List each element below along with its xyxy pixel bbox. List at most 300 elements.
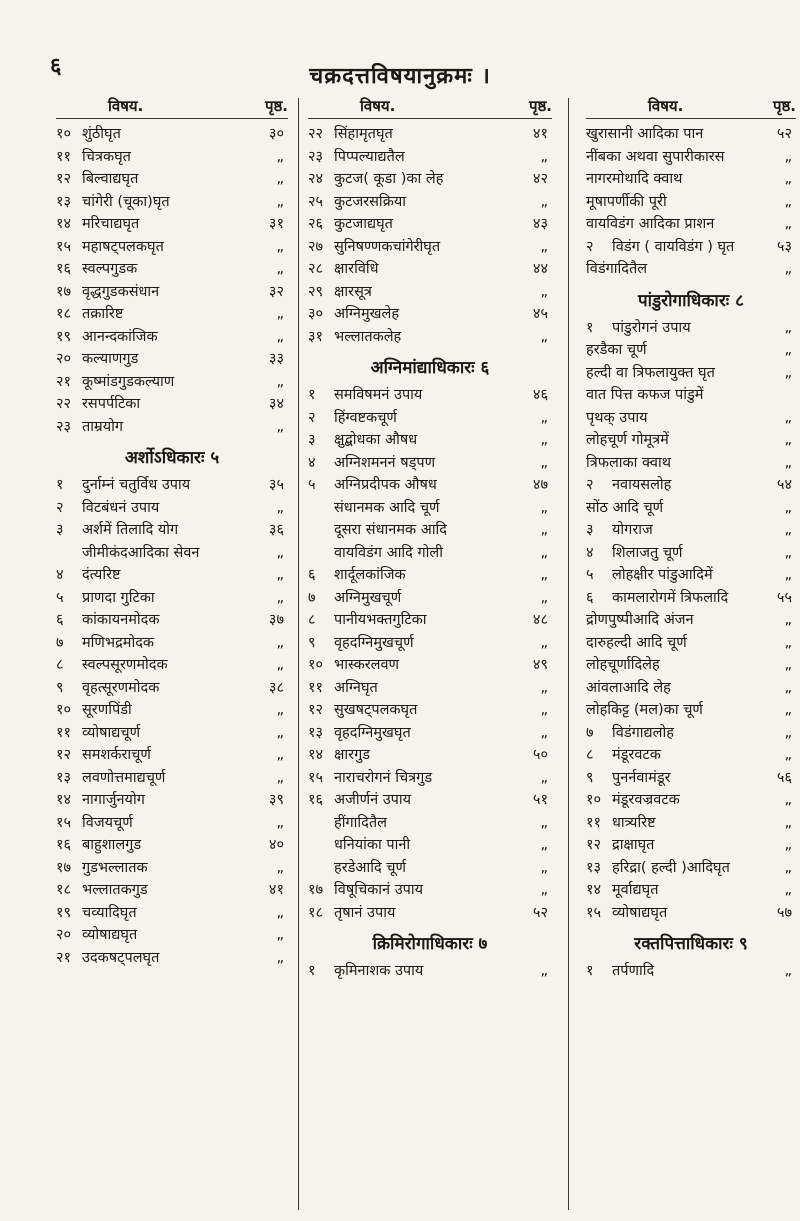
entry-page: „	[276, 238, 284, 255]
entry-page: ५१	[532, 792, 548, 808]
index-entry	[308, 564, 552, 587]
entry-page: ४०	[268, 837, 284, 853]
index-entry	[586, 317, 796, 340]
entry-page: ५५	[776, 589, 792, 606]
entry-title: वृद्धगुडकसंधान	[82, 283, 160, 300]
entry-title: उदकषट्पलघृत	[82, 949, 160, 966]
entry-page: „	[784, 724, 792, 741]
entry-title: वृहत्सूरणमोदक	[82, 679, 160, 696]
index-entry	[56, 699, 288, 722]
subject-heading: विषय.	[108, 97, 144, 115]
entry-title: नागार्जुनयोग	[82, 792, 145, 808]
entry-title: कुटजरसक्रिया	[334, 193, 406, 210]
entry-number: २८	[308, 261, 324, 277]
entry-page: ४७	[532, 477, 548, 493]
index-entry	[308, 213, 552, 236]
index-entry	[308, 744, 552, 767]
entry-page: „	[540, 328, 548, 345]
index-entry	[308, 236, 552, 259]
index-entry	[308, 407, 552, 430]
entry-title: समविषमनं उपाय	[334, 387, 423, 403]
entry-title: लोहक्षीर पांडुआदिमें	[612, 567, 713, 583]
index-entry	[56, 213, 288, 236]
entry-number: २	[586, 477, 594, 493]
entry-title: शार्दूलकांजिक	[334, 567, 406, 583]
entry-page: „	[276, 589, 284, 606]
entry-page: „	[276, 261, 284, 277]
entry-page: „	[276, 747, 284, 763]
index-entry	[56, 519, 288, 542]
entry-number: ६	[56, 612, 64, 628]
entry-title: विषूचिकानं उपाय	[334, 882, 424, 898]
entry-number: ५	[308, 477, 316, 493]
entry-title: शुंठीघृत	[82, 126, 121, 142]
index-entry	[586, 429, 796, 452]
entry-number: २४	[308, 171, 324, 187]
entry-title: ताम्रयोग	[82, 418, 124, 435]
index-entry	[56, 497, 288, 520]
entry-page: „	[540, 702, 548, 718]
entry-title: धात्र्यरिष्ट	[612, 814, 656, 831]
entry-title: लोहचूर्णादिलेह	[586, 657, 660, 673]
index-entry	[586, 587, 796, 610]
entry-number: २६	[308, 216, 324, 232]
entry-page: ३५	[268, 477, 284, 493]
entry-title: पानीयभक्तगुटिका	[334, 612, 427, 628]
entry-title: आंवलाआदि लेह	[586, 679, 671, 696]
entry-number: ७	[308, 589, 316, 606]
entry-number: ८	[586, 747, 594, 763]
entry-page: „	[276, 148, 284, 165]
index-entry	[56, 609, 288, 632]
index-entry	[56, 654, 288, 677]
entry-number: ११	[56, 148, 72, 165]
index-entry	[56, 474, 288, 497]
index-entry	[56, 767, 288, 790]
index-entry	[586, 452, 796, 475]
entry-page: „	[540, 544, 548, 561]
entry-number: २५	[308, 193, 324, 210]
index-entry	[56, 258, 288, 281]
entry-title: बाहुशालगुड	[82, 837, 142, 853]
entry-page: „	[540, 814, 548, 831]
entry-number: ५	[586, 567, 594, 583]
entry-page: „	[276, 657, 284, 673]
entry-page: „	[276, 702, 284, 718]
entry-page: „	[784, 193, 792, 210]
entry-title: विजयचूर्ण	[82, 814, 133, 831]
entry-page: „	[276, 328, 284, 345]
entry-page: „	[276, 904, 284, 921]
index-entry	[56, 632, 288, 655]
entry-number: १४	[56, 792, 72, 808]
entry-number: १७	[56, 283, 72, 300]
index-entry	[586, 654, 796, 677]
entry-number: ६	[308, 567, 316, 583]
entry-title: बिल्वाद्यघृत	[82, 171, 139, 187]
entry-title: दूसरा संधानमक आदि	[334, 522, 448, 538]
index-entry	[56, 812, 288, 835]
entry-number: १०	[56, 702, 72, 718]
entry-number: १८	[56, 882, 72, 898]
entry-page: ३८	[268, 679, 284, 696]
index-entry	[56, 564, 288, 587]
entry-page: „	[540, 454, 548, 471]
entry-title: सोंठ आदि चूर्ण	[586, 499, 664, 516]
index-entry	[56, 542, 288, 565]
index-entry	[308, 699, 552, 722]
entry-number: १५	[56, 238, 72, 255]
entry-number: ११	[308, 679, 324, 696]
entry-number: १७	[56, 859, 72, 876]
entry-page: „	[276, 769, 284, 786]
entry-number: २०	[56, 927, 72, 943]
entry-page: ३७	[268, 612, 284, 628]
entry-page: „	[276, 814, 284, 831]
entry-number: ४	[308, 454, 316, 471]
entry-number: १५	[308, 769, 324, 786]
index-entry	[56, 348, 288, 371]
index-entry	[308, 654, 552, 677]
entry-page: ५४	[776, 477, 792, 493]
index-column-1	[56, 90, 288, 1215]
entry-page: „	[276, 418, 284, 435]
entry-page: ३२	[268, 283, 284, 300]
index-entry	[586, 384, 796, 407]
section-title: रक्तपित्ताधिकारः ९	[634, 934, 748, 954]
index-entry	[308, 258, 552, 281]
entry-title: भल्लातकलेह	[334, 328, 402, 345]
entry-page: „	[540, 859, 548, 876]
entry-title: सुनिषण्णकचांगेरीघृत	[334, 238, 441, 255]
entry-title: द्राक्षाघृत	[612, 837, 655, 853]
entry-number: १	[56, 477, 64, 493]
index-entry	[308, 146, 552, 169]
entry-page: „	[784, 364, 792, 381]
entry-title: सूरणपिंडी	[82, 702, 132, 718]
entry-page: „	[540, 837, 548, 853]
entry-title: अजीर्णनं उपाय	[334, 792, 412, 808]
entry-page: „	[540, 499, 548, 516]
index-entry	[308, 587, 552, 610]
entry-page: „	[540, 409, 548, 426]
entry-number: ३	[586, 522, 594, 538]
entry-title: कृमिनाशक उपाय	[334, 963, 424, 979]
entry-page: „	[276, 567, 284, 583]
entry-page: ४८	[532, 612, 548, 628]
index-entry	[586, 879, 796, 902]
index-entry	[586, 497, 796, 520]
index-entry	[308, 168, 552, 191]
entry-title: रसपर्पटिका	[82, 396, 141, 412]
entry-title: व्योषाद्यघृत	[82, 927, 138, 943]
index-entry	[586, 960, 796, 983]
index-entry	[56, 281, 288, 304]
index-entry	[586, 677, 796, 700]
entry-number: १	[586, 963, 594, 979]
entry-page: „	[784, 747, 792, 763]
entry-number: ९	[586, 769, 594, 786]
index-entry	[56, 303, 288, 326]
entry-title: सिंहामृतघृत	[334, 126, 393, 142]
entry-page: „	[540, 589, 548, 606]
entry-title: पुनर्नवामंडूर	[612, 769, 671, 786]
entry-title: द्रोणपुष्पीआदि अंजन	[586, 612, 694, 628]
entry-title: भल्लातकगुड	[82, 882, 148, 898]
entry-number: ७	[586, 724, 594, 741]
entry-page: „	[784, 432, 792, 448]
entry-page: „	[276, 927, 284, 943]
index-column-3	[586, 90, 796, 1215]
entry-page: „	[540, 724, 548, 741]
entry-number: ९	[308, 634, 316, 651]
entry-page: „	[540, 522, 548, 538]
entry-page: ४१	[268, 882, 284, 898]
index-entry	[308, 326, 552, 349]
entry-title: नाराचरोगनं चित्रगुड	[334, 769, 433, 786]
entry-number: १९	[56, 904, 72, 921]
entry-number: १३	[56, 193, 72, 210]
entry-page: „	[276, 171, 284, 187]
entry-title: हरडैका चूर्ण	[586, 342, 647, 358]
index-entry	[56, 146, 288, 169]
index-entry	[308, 303, 552, 326]
entry-title: अग्निघृत	[334, 679, 378, 696]
entry-title: कामलारोगमें त्रिफलादि	[612, 589, 729, 606]
index-entry	[308, 474, 552, 497]
entry-number: ६	[586, 589, 594, 606]
entry-title: कल्याणगुड	[82, 351, 139, 367]
entry-page: „	[276, 193, 284, 210]
entry-number: १२	[56, 747, 72, 763]
entry-page: „	[784, 544, 792, 561]
index-entry	[586, 191, 796, 214]
entry-page: „	[784, 148, 792, 165]
entry-number: १०	[586, 792, 602, 808]
section-title: क्रिमिरोगाधिकारः ७	[372, 934, 488, 954]
entry-page: „	[784, 963, 792, 979]
entry-title: चित्रकघृत	[82, 148, 131, 165]
entry-title: अग्निप्रदीपक औषध	[334, 477, 437, 493]
entry-title: दुर्नाम्नं चतुर्विध उपाय	[82, 477, 191, 493]
entry-number: ८	[56, 657, 64, 673]
index-entry	[56, 744, 288, 767]
entry-title: क्षारसूत्र	[334, 283, 372, 300]
entry-number: १८	[308, 904, 324, 921]
entry-title: विटबंधनं उपाय	[82, 499, 160, 516]
entry-page: „	[784, 342, 792, 358]
entry-page: „	[784, 814, 792, 831]
entry-page: „	[276, 306, 284, 322]
entry-page: „	[784, 261, 792, 277]
index-entry	[586, 236, 796, 259]
entry-number: १७	[308, 882, 324, 898]
index-entry	[586, 362, 796, 385]
entry-page: „	[540, 567, 548, 583]
entry-number: १५	[56, 814, 72, 831]
entry-title: योगराज	[612, 522, 653, 538]
entry-title: धनियांका पानी	[334, 837, 411, 853]
index-entry	[586, 542, 796, 565]
entry-page: „	[540, 432, 548, 448]
entry-number: १४	[586, 882, 602, 898]
entry-title: क्षारविधि	[334, 261, 379, 277]
index-entry	[308, 281, 552, 304]
column-rule	[298, 98, 299, 1210]
entry-title: हिंग्वष्टकचूर्ण	[334, 409, 397, 426]
entry-page: „	[276, 373, 284, 390]
entry-number: १५	[586, 904, 602, 921]
entry-number: ३१	[308, 328, 324, 345]
index-entry	[308, 722, 552, 745]
entry-title: खुरासानी आदिका पान	[586, 126, 704, 142]
entry-title: जीमीकंदआदिका सेवन	[82, 544, 200, 561]
entry-page: „	[540, 769, 548, 786]
index-entry	[308, 677, 552, 700]
entry-page: „	[276, 499, 284, 516]
entry-page: „	[784, 657, 792, 673]
entry-title: चांगेरी (चूका)घृत	[82, 193, 170, 210]
entry-title: स्वल्पसूरणमोदक	[82, 657, 168, 673]
entry-number: २२	[308, 126, 324, 142]
index-entry	[56, 857, 288, 880]
entry-title: वृहदग्निमुखघृत	[334, 724, 411, 741]
entry-page: „	[784, 216, 792, 232]
entry-page: „	[784, 522, 792, 538]
entry-number: २	[56, 499, 64, 516]
entry-title: लोहचूर्ण गोमूत्रमें	[586, 432, 669, 448]
index-column-2	[308, 90, 552, 1215]
entry-number: ११	[586, 814, 602, 831]
index-entry	[56, 236, 288, 259]
entry-title: व्योषाद्यचूर्ण	[82, 724, 141, 741]
running-head: चक्रदत्तविषयानुक्रमः ।	[309, 64, 491, 89]
entry-number: १०	[56, 126, 72, 142]
entry-number: २०	[56, 351, 72, 367]
entry-page: ४३	[532, 216, 548, 232]
entry-page: ३६	[268, 522, 284, 538]
index-entry	[586, 632, 796, 655]
entry-title: हरडेआदि चूर्ण	[334, 859, 406, 876]
entry-number: १	[586, 319, 594, 336]
index-entry	[586, 834, 796, 857]
page-heading: पृष्ठ.	[264, 97, 288, 115]
entry-title: स्वल्पगुडक	[82, 261, 138, 277]
index-entry	[586, 519, 796, 542]
entry-page: „	[540, 634, 548, 651]
index-entry	[56, 393, 288, 416]
entry-number: ८	[308, 612, 316, 628]
index-entry	[586, 258, 796, 281]
index-entry	[308, 123, 552, 146]
index-entry	[56, 123, 288, 146]
entry-title: समशर्कराचूर्ण	[82, 747, 151, 763]
entry-page: „	[276, 949, 284, 966]
entry-page: „	[784, 567, 792, 583]
entry-page: ५३	[776, 238, 792, 255]
index-entry	[308, 542, 552, 565]
entry-title: संधानमक आदि चूर्ण	[334, 499, 440, 516]
entry-number: ४	[586, 544, 594, 561]
entry-title: कुटजाद्यघृत	[334, 216, 393, 232]
subject-heading: विषय.	[648, 97, 684, 115]
entry-page: „	[784, 792, 792, 808]
entry-page: ३४	[268, 396, 284, 412]
entry-number: १३	[308, 724, 324, 741]
index-entry	[308, 789, 552, 812]
index-entry	[308, 497, 552, 520]
index-entry	[586, 146, 796, 169]
index-entry	[56, 947, 288, 970]
entry-number: ४	[56, 567, 64, 583]
index-entry	[308, 609, 552, 632]
entry-page: „	[784, 454, 792, 471]
entry-number: १४	[308, 747, 324, 763]
index-entry	[586, 857, 796, 880]
section-title: पांडुरोगाधिकारः ८	[638, 290, 744, 311]
index-entry	[56, 879, 288, 902]
subject-heading: विषय.	[360, 97, 396, 115]
entry-page: „	[276, 634, 284, 651]
entry-page: „	[784, 634, 792, 651]
entry-title: क्षुद्बोधका औषध	[334, 432, 418, 448]
entry-page: ३९	[268, 792, 284, 808]
entry-title: कूष्मांडगुडकल्याण	[82, 373, 175, 390]
page-heading: पृष्ठ.	[772, 97, 796, 115]
entry-title: हींगादितैल	[334, 814, 387, 831]
entry-title: क्षारगुड	[334, 747, 371, 763]
entry-number: १२	[586, 837, 602, 853]
index-entry	[308, 452, 552, 475]
entry-title: चव्यादिघृत	[82, 904, 137, 921]
index-entry	[586, 474, 796, 497]
entry-title: पृथक् उपाय	[586, 409, 648, 426]
index-entry	[308, 767, 552, 790]
entry-page: „	[540, 148, 548, 165]
index-entry	[586, 789, 796, 812]
index-entry	[308, 834, 552, 857]
index-entry	[56, 587, 288, 610]
index-entry	[56, 722, 288, 745]
index-entry	[56, 789, 288, 812]
entry-page: „	[784, 409, 792, 426]
index-entry	[308, 384, 552, 407]
entry-title: लोहकिट्ट (मल)का चूर्ण	[586, 702, 703, 718]
index-columns	[56, 90, 796, 1215]
page-number: ६	[50, 54, 62, 79]
entry-title: शिलाजतु चूर्ण	[612, 544, 683, 561]
entry-title: हल्दी वा त्रिफलायुक्त घृत	[586, 364, 715, 381]
entry-number: १२	[308, 702, 324, 718]
entry-title: पिप्पल्याद्यतैल	[334, 148, 405, 165]
entry-number: १८	[56, 306, 72, 322]
entry-page: ४१	[532, 126, 548, 142]
entry-page: ३३	[268, 351, 284, 367]
index-entry	[308, 632, 552, 655]
index-entry	[56, 371, 288, 394]
entry-page: „	[784, 882, 792, 898]
entry-number: १	[308, 387, 316, 403]
entry-page: ४६	[532, 387, 548, 403]
entry-title: अग्निमुखचूर्ण	[334, 589, 402, 606]
entry-page: „	[540, 193, 548, 210]
entry-number: २१	[56, 949, 72, 966]
entry-page: „	[784, 171, 792, 187]
entry-number: ११	[56, 724, 72, 741]
entry-title: लवणोत्तमाद्यचूर्ण	[82, 769, 166, 786]
entry-number: २७	[308, 238, 324, 255]
index-entry	[586, 744, 796, 767]
